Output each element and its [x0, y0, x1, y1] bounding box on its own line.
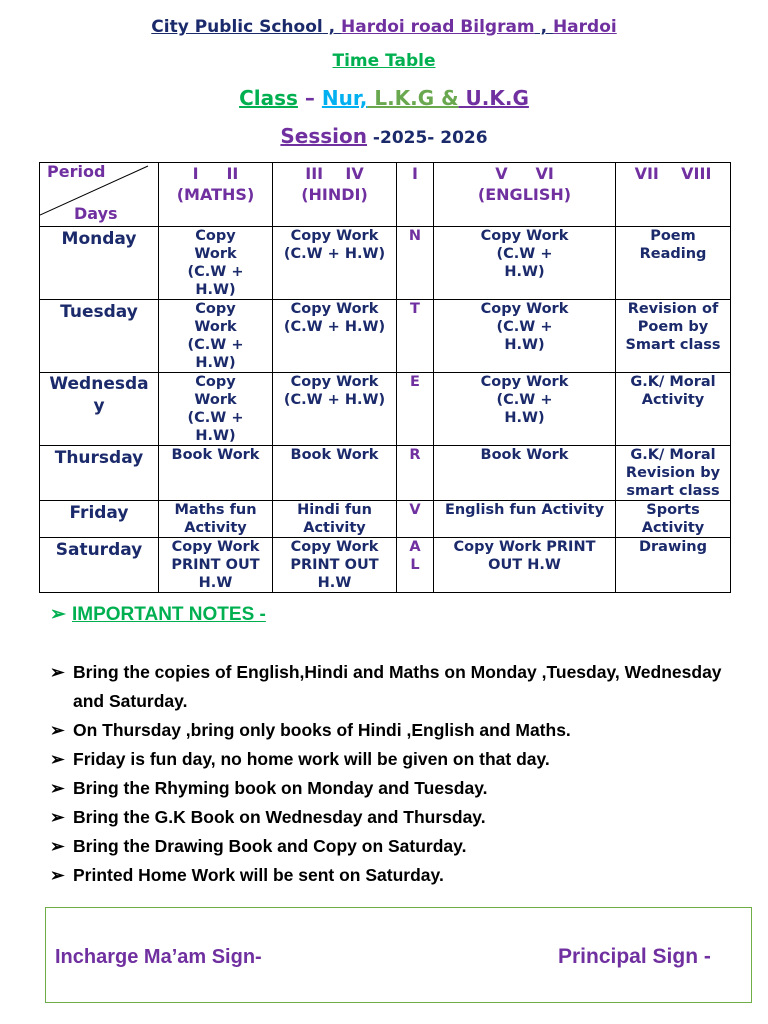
- column-periods: III IV: [305, 164, 364, 183]
- principal-sign-label: Principal Sign -: [558, 945, 711, 968]
- incharge-sign-label: Incharge Ma’am Sign-: [55, 946, 262, 968]
- timetable-title: Time Table: [332, 51, 436, 71]
- note-text: Bring the Drawing Book and Copy on Saturday.: [73, 836, 467, 856]
- column-periods: I II: [192, 164, 239, 183]
- list-item: [50, 803, 740, 832]
- session-label: Session: [280, 124, 368, 148]
- interval-letter: V: [397, 501, 434, 538]
- list-item: [50, 861, 740, 890]
- class-dash: –: [297, 86, 322, 110]
- column-header-interval: [397, 163, 434, 227]
- class-ukg: U.K.G: [458, 86, 529, 110]
- interval-letter: T: [397, 300, 434, 373]
- session-years: -2025- 2026: [367, 128, 488, 148]
- table-cell: Copy Work PRINT OUT H.W: [273, 538, 397, 593]
- signature-box: [45, 907, 752, 1003]
- day-cell: Tuesday: [40, 300, 159, 373]
- note-text: Bring the Rhyming book on Monday and Tuesday.: [73, 778, 488, 798]
- notes-list: [50, 658, 740, 890]
- school-name: City Public School: [151, 17, 323, 37]
- day-cell: Friday: [40, 501, 159, 538]
- table-row: [40, 300, 731, 373]
- day-cell: Wednesday: [40, 373, 159, 446]
- column-subject: (ENGLISH): [477, 185, 572, 204]
- list-item: [50, 745, 740, 774]
- list-item: [50, 832, 740, 861]
- table-cell: Copy Work (C.W + H.W): [159, 300, 273, 373]
- header-separator: ,: [322, 17, 341, 37]
- timetable: [39, 162, 731, 593]
- table-cell: Copy Work (C.W + H.W): [159, 373, 273, 446]
- interval-letter: N: [397, 227, 434, 300]
- class-label: Class: [239, 86, 298, 110]
- note-text: Printed Home Work will be sent on Saturday.: [73, 865, 444, 885]
- table-cell: Copy Work (C.W + H.W): [159, 227, 273, 300]
- note-text: On Thursday ,bring only books of Hindi ,English and Maths.: [73, 720, 571, 740]
- day-cell: Monday: [40, 227, 159, 300]
- list-item: [50, 774, 740, 803]
- note-text: Bring the G.K Book on Wednesday and Thursday.: [73, 807, 486, 827]
- day-cell: Saturday: [40, 538, 159, 593]
- column-header: [273, 163, 397, 227]
- header-separator: ,: [534, 17, 553, 37]
- arrow-bullet-icon: ➢: [50, 807, 65, 827]
- class-nur: Nur,: [321, 86, 368, 110]
- table-cell: Copy Work (C.W + H.W): [434, 300, 616, 373]
- table-row: [40, 227, 731, 300]
- timetable-title-line: [0, 51, 768, 71]
- column-periods: VII VIII: [634, 164, 712, 183]
- class-lkg: L.K.G &: [367, 86, 459, 110]
- important-notes-heading: [50, 603, 266, 626]
- table-cell: English fun Activity: [434, 501, 616, 538]
- table-cell: Copy Work PRINT OUT H.W: [159, 538, 273, 593]
- arrow-bullet-icon: ➢: [50, 865, 65, 885]
- table-cell: Copy Work (C.W + H.W): [434, 227, 616, 300]
- table-row: [40, 538, 731, 593]
- period-label: Period: [47, 162, 106, 181]
- table-cell: Copy Work PRINT OUT H.W: [434, 538, 616, 593]
- notes-title: IMPORTANT NOTES -: [72, 604, 266, 625]
- school-city: Hardoi: [552, 17, 617, 37]
- table-cell: Poem Reading: [616, 227, 731, 300]
- days-label: Days: [74, 204, 118, 223]
- arrow-bullet-icon: ➢: [50, 662, 65, 682]
- column-subject: (MATHS): [176, 185, 255, 204]
- table-cell: Sports Activity: [616, 501, 731, 538]
- timetable-header-row: [40, 163, 731, 227]
- table-cell: Book Work: [434, 446, 616, 501]
- session-line: [0, 124, 768, 148]
- note-text: Bring the copies of English,Hindi and Maths on Monday ,Tuesday, Wednesday and Saturday.: [73, 662, 722, 711]
- table-cell: Drawing: [616, 538, 731, 593]
- column-periods: V VI: [495, 164, 554, 183]
- list-item: [50, 658, 740, 716]
- column-header: [159, 163, 273, 227]
- day-cell: Thursday: [40, 446, 159, 501]
- table-cell: G.K/ Moral Activity: [616, 373, 731, 446]
- interval-letter: R: [397, 446, 434, 501]
- school-header-line: [0, 17, 768, 37]
- table-cell: G.K/ Moral Revision by smart class: [616, 446, 731, 501]
- table-cell: Book Work: [159, 446, 273, 501]
- note-text: Friday is fun day, no home work will be given on that day.: [73, 749, 550, 769]
- table-cell: Book Work: [273, 446, 397, 501]
- table-cell: Copy Work (C.W + H.W): [273, 227, 397, 300]
- table-cell: Revision of Poem by Smart class: [616, 300, 731, 373]
- corner-cell: [40, 163, 159, 227]
- school-address: Hardoi road Bilgram: [341, 17, 535, 37]
- arrow-bullet-icon: ➢: [50, 604, 66, 625]
- arrow-bullet-icon: ➢: [50, 836, 65, 856]
- table-cell: Copy Work (C.W + H.W): [273, 300, 397, 373]
- table-row: [40, 446, 731, 501]
- table-cell: Copy Work (C.W + H.W): [273, 373, 397, 446]
- table-cell: Maths fun Activity: [159, 501, 273, 538]
- column-header: [616, 163, 731, 227]
- list-item: [50, 716, 740, 745]
- column-periods: I: [412, 164, 418, 183]
- class-line: [0, 86, 768, 110]
- table-row: [40, 373, 731, 446]
- interval-letter: A L: [397, 538, 434, 593]
- interval-letter: E: [397, 373, 434, 446]
- column-header: [434, 163, 616, 227]
- table-cell: Hindi fun Activity: [273, 501, 397, 538]
- arrow-bullet-icon: ➢: [50, 749, 65, 769]
- arrow-bullet-icon: ➢: [50, 778, 65, 798]
- table-row: [40, 501, 731, 538]
- table-cell: Copy Work (C.W + H.W): [434, 373, 616, 446]
- arrow-bullet-icon: ➢: [50, 720, 65, 740]
- column-subject: (HINDI): [301, 185, 368, 204]
